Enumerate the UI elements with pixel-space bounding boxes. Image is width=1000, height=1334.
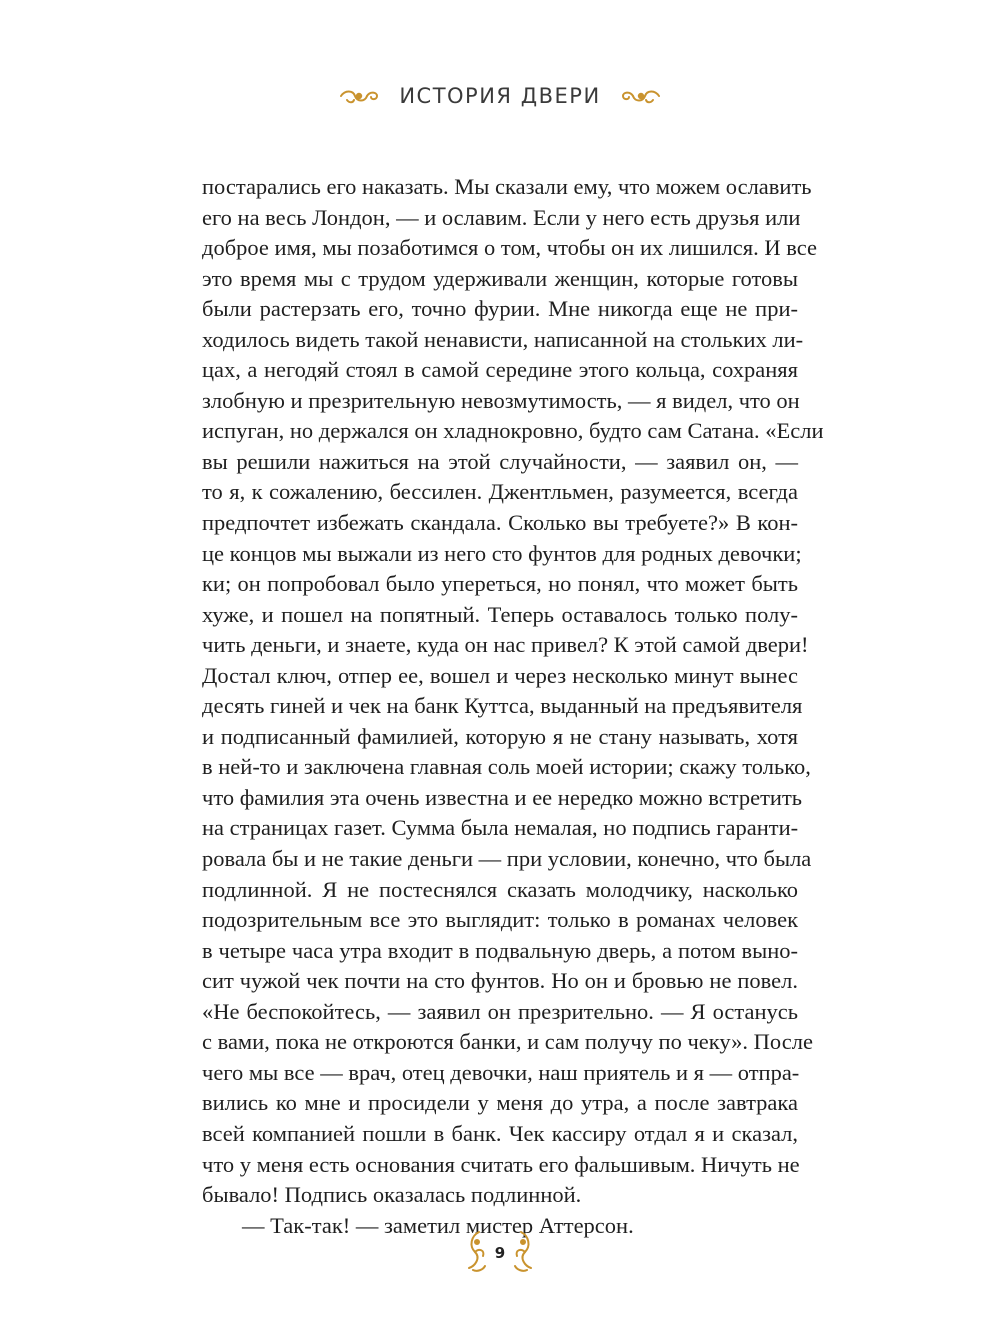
text-line: «Не беспокойтесь, — заявил он презрительно. — Я останусь (202, 998, 798, 1024)
dialogue-line: — Так-так! — заметил мистер Аттерсон. (242, 1212, 634, 1238)
text-line: его на весь Лондон, — и ославим. Если у него есть друзья или (202, 204, 801, 230)
left-folio-ornament-icon (465, 1228, 489, 1274)
text-line: и подписанный фамилией, которую я не стану называть, хотя (202, 723, 798, 749)
text-line: что фамилия эта очень известна и ее нередко можно встретить (202, 784, 803, 810)
text-line: це концов мы выжали из него сто фунтов для родных девочки; (202, 540, 802, 566)
text-line: доброе имя, мы позаботимся о том, чтобы он их лишился. И все (202, 235, 817, 261)
text-line: подозрительным все это выглядит: только в романах человек (202, 907, 798, 933)
text-line: чего мы все — врач, отец девочки, наш приятель и я — отпра- (202, 1059, 800, 1085)
text-line: были растерзать его, точно фурии. Мне никогда еще не при- (202, 296, 798, 322)
text-line: в ней-то и заключена главная соль моей истории; скажу только, (202, 754, 811, 780)
text-line: Достал ключ, отпер ее, вошел и через несколько минут вынес (202, 662, 798, 688)
text-line: что у меня есть основания считать его фальшивым. Ничуть не (202, 1151, 800, 1177)
text-line: ки; он попробовал было упереться, но понял, что может быть (202, 571, 798, 597)
text-line: ходилось видеть такой ненависти, написанной на стольких ли- (202, 326, 804, 352)
text-line: чить деньги, и знаете, куда он нас привел? К этой самой двери! (202, 632, 809, 658)
text-line: испуган, но держался он хладнокровно, будто сам Сатана. «Если (202, 418, 824, 444)
text-line: то я, к сожалению, бессилен. Джентльмен, разумеется, всегда (202, 479, 798, 505)
text-line: злобную и презрительную невозмутимость, — я видел, что он (202, 387, 800, 413)
text-line: предпочтет избежать скандала. Сколько вы требуете?» В кон- (202, 510, 798, 536)
main-text-block (202, 172, 824, 1241)
left-swirl-ornament-icon (337, 86, 381, 106)
text-line: бывало! Подпись оказалась подлинной. (202, 1182, 582, 1208)
text-line: десять гиней и чек на банк Куттса, выданный на предъявителя (202, 693, 803, 719)
text-line: цах, а негодяй стоял в самой середине этого кольца, сохраняя (202, 357, 798, 383)
text-line: хуже, и пошел на попятный. Теперь оставалось только полу- (202, 601, 798, 627)
text-line: вились ко мне и просидели у меня до утра, а после завтрака (202, 1090, 798, 1116)
page-footer (0, 1226, 1000, 1276)
running-header (0, 76, 1000, 116)
text-line: сит чужой чек почти на сто фунтов. Но он и бровью не повел. (202, 968, 798, 994)
text-line: подлинной. Я не постеснялся сказать молодчику, насколько (202, 876, 798, 902)
text-line: всей компанией пошли в банк. Чек кассиру отдал я и сказал, (202, 1120, 798, 1146)
text-line: постарались его наказать. Мы сказали ему, что можем ославить (202, 174, 812, 199)
right-folio-ornament-icon (511, 1228, 535, 1274)
text-line: это время мы с трудом удерживали женщин, которые готовы (202, 265, 798, 291)
text-line: в четыре часа утра входит в подвальную дверь, а потом выно- (202, 937, 798, 963)
right-swirl-ornament-icon (619, 86, 663, 106)
text-line: на страницах газет. Сумма была немалая, но подпись гаранти- (202, 815, 799, 841)
page-number: 9 (494, 1244, 506, 1262)
text-line: вы решили нажиться на этой случайности, — заявил он, — (202, 448, 798, 474)
chapter-title: ИСТОРИЯ ДВЕРИ (399, 84, 601, 108)
text-line: ровала бы и не такие деньги — при условии, конечно, что была (202, 846, 812, 872)
text-line: с вами, пока не откроются банки, и сам получу по чеку». После (202, 1029, 813, 1055)
